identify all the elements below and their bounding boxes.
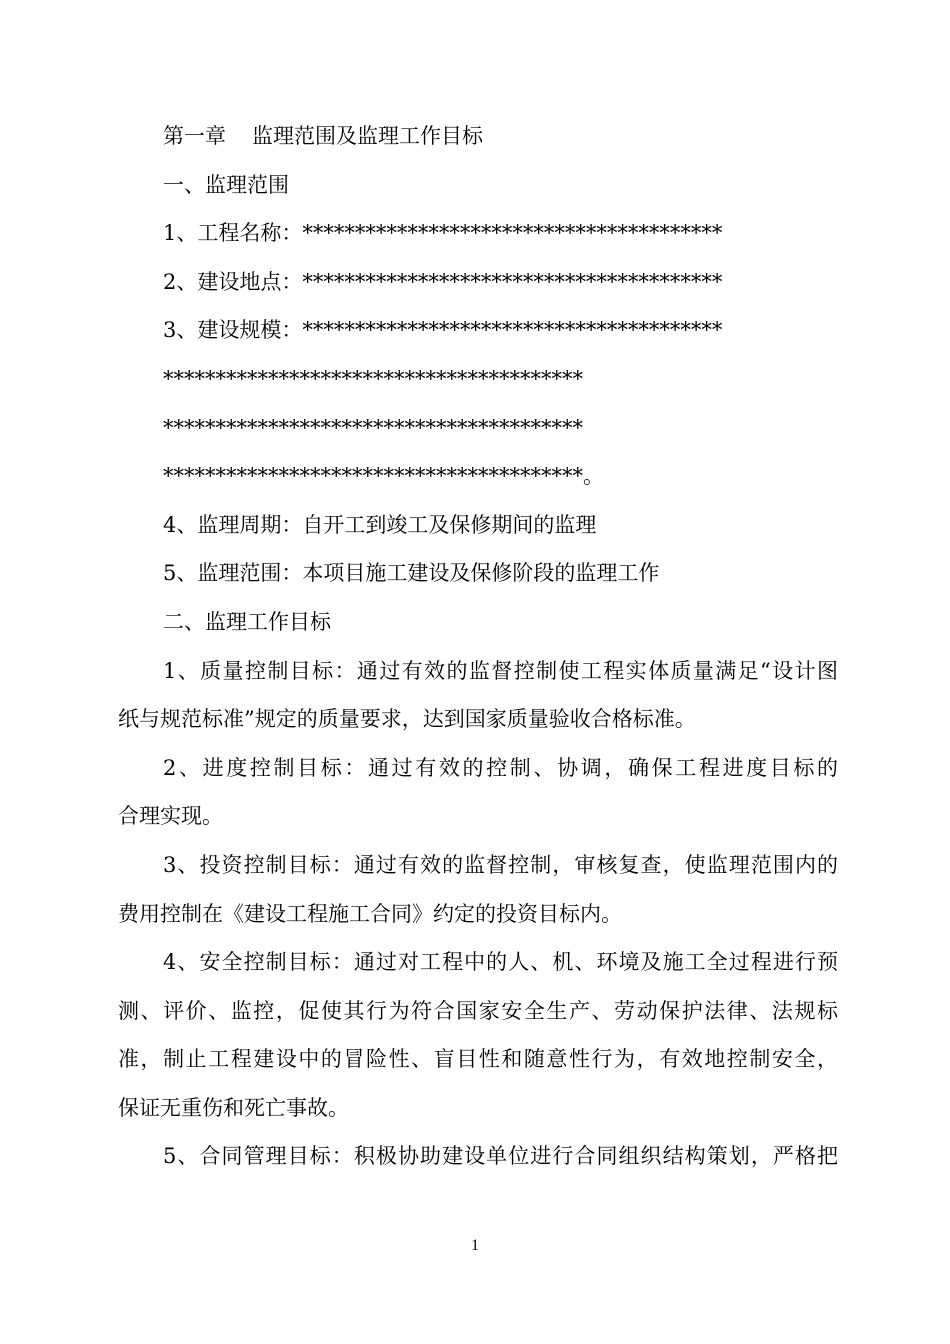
scale-continuation-line: ****************************************。 (163, 464, 604, 489)
paragraph-line: 3、投资控制目标：通过有效的监督控制，审核复查，使监理范围内的 (163, 852, 838, 877)
scale-continuation-line: **************************************** (163, 366, 583, 391)
paragraph-schedule-control (118, 744, 838, 841)
paragraph-line: 准，制止工程建设中的冒险性、盲目性和随意性行为，有效地控制安全， (118, 1047, 838, 1072)
item-construction-site: 2、建设地点：**************************************** (163, 269, 723, 294)
paragraph-line: 4、安全控制目标：通过对工程中的人、机、环境及施工全过程进行预 (163, 950, 838, 975)
document-body (118, 112, 838, 1181)
paragraph-line: 合理实现。 (118, 804, 223, 829)
paragraph-investment-control (118, 841, 838, 938)
chapter-number: 第一章 (163, 124, 226, 148)
item-construction-scale: 3、建设规模：**************************************** (163, 318, 723, 343)
scale-continuation-line: **************************************** (163, 415, 583, 440)
chapter-name: 监理范围及监理工作目标 (252, 124, 483, 148)
section-heading-goals: 二、监理工作目标 (163, 609, 331, 634)
paragraph-line: 纸与规范标准”规定的质量要求，达到国家质量验收合格标准。 (118, 707, 696, 732)
paragraph-line: 保证无重伤和死亡事故。 (118, 1095, 349, 1120)
section-heading-scope: 一、监理范围 (163, 172, 289, 197)
item-supervision-scope: 5、监理范围：本项目施工建设及保修阶段的监理工作 (163, 561, 660, 586)
chapter-title (118, 112, 838, 161)
paragraph-line: 费用控制在《建设工程施工合同》约定的投资目标内。 (118, 901, 622, 926)
paragraph-line: 1、质量控制目标：通过有效的监督控制使工程实体质量满足“设计图 (163, 658, 838, 683)
page-number: 1 (471, 1237, 479, 1254)
paragraph-safety-control (118, 938, 838, 1132)
item-project-name: 1、工程名称：**************************************** (163, 221, 723, 246)
paragraph-quality-control (118, 647, 838, 744)
paragraph-contract-management (118, 1132, 838, 1181)
paragraph-line: 测、评价、监控，促使其行为符合国家安全生产、劳动保护法律、法规标 (118, 998, 838, 1023)
paragraph-line: 5、合同管理目标：积极协助建设单位进行合同组织结构策划，严格把 (163, 1144, 838, 1169)
paragraph-line: 2、进度控制目标：通过有效的控制、协调，确保工程进度目标的 (163, 755, 838, 780)
item-supervision-period: 4、监理周期：自开工到竣工及保修期间的监理 (163, 512, 597, 537)
